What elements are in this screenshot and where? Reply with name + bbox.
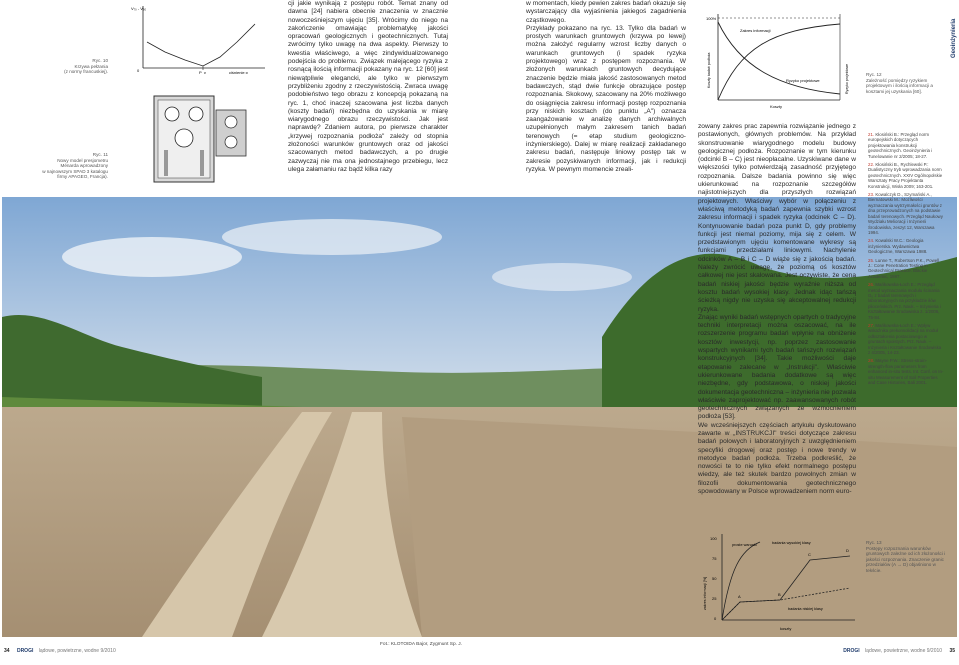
reference-item: 23. Kowalczyk D., Szymański A., Biernatowski M.: Możliwości wyznaczania wytrzymałości gruntów z dna przeprowadzonych na podstawie badań terenowych. Przegląd Naukowy Wydziału Melioracji i Inżynierii Środowiska, zeszyt 12, Warszawa 1994. bbox=[868, 192, 943, 235]
reference-item: 21. Kłosiński B.: Przegląd norm europejskich dotyczących projektowania konstrukcji geotechnicznych. Geoinżynieria i Tunelowanie nr 2/2005; 18-27. bbox=[868, 132, 933, 159]
fig11-pressuremeter-device bbox=[152, 92, 252, 187]
left-page-number: 34 bbox=[4, 648, 10, 654]
fig13-x-label: koszty bbox=[780, 626, 792, 631]
fig13-label-simple: proste warunki bbox=[732, 543, 757, 547]
reference-item: 22. Kłosiński B., Rychlewski P.: Dualistyczny tryb wprowadzania norm geotechnicznych. XXIV Ogólnopolskie Warsztaty Pracy Projektanta Konstrukcji, Wisła 2009; 163-201. bbox=[868, 162, 943, 189]
cloud-2 bbox=[222, 219, 442, 255]
section-side-label-text: Geoinżynieria bbox=[951, 18, 957, 58]
right-page-number: 35 bbox=[949, 648, 955, 654]
fig10-py-label: P_y bbox=[199, 70, 206, 74]
reference-item: 25. Lunne T., Robertson P.K., Powell J.: Cone Penetration Testing in Geotechnical Practice. Blackie Academic, 1997. bbox=[868, 257, 940, 279]
fig13-y-label: zakres informacji [%] bbox=[703, 576, 707, 610]
fig13-point-c: C bbox=[808, 552, 811, 557]
section-side-label bbox=[949, 0, 959, 60]
fig12-top-label: 100% bbox=[706, 16, 717, 21]
fig13-label-low: badania niskiej klasy bbox=[788, 607, 823, 611]
photo-credit: Fot.: KLOTOIDA Bajor, Zygmunt Sp. J. bbox=[380, 642, 463, 647]
cloud-1 bbox=[62, 237, 242, 277]
fig13-low-class-curve bbox=[722, 588, 850, 620]
fig12-x-label: Koszty bbox=[770, 104, 783, 109]
fig12-risk-curve bbox=[718, 22, 840, 94]
gauge-3 bbox=[175, 129, 193, 147]
left-magazine-title: DROGI bbox=[16, 648, 34, 654]
fig12-risk-info-chart bbox=[700, 8, 850, 118]
fig13-high-class-curve bbox=[722, 556, 850, 620]
fig12-y-label-right: Ryzyko projektowe bbox=[845, 63, 849, 94]
fig13-point-d: D bbox=[846, 548, 849, 553]
fig13-caption: Ryc. 13 Postępy rozpoznania warunków gruntowych zależne od ich złożoności i jakości rozpoznania. Znaczenie granic przedziałów (A → D) objaśniono w tekście. bbox=[866, 540, 946, 573]
cloud-3 bbox=[492, 263, 632, 291]
reference-item: 27. Mańkowska-Łoch E.: Wpływ wskaźnika prekonsolidacji na moduł odkształcenia postaciowego w gruntach spoistych. Prz. Nauk. – Inżynieria i Kształtowanie Środowiska z 4/2005, 14-23. bbox=[868, 323, 942, 356]
right-magazine-sub: lądowe, powietrzne, wodne 9/2010 bbox=[865, 648, 943, 654]
reference-item: 24. Kowalski W.C.: Geologia inżynierska. Wydawnictwa Geologiczne, Warszawa 1988. bbox=[868, 238, 928, 255]
fig12-y-label-left: Koszty badań podłoża bbox=[707, 52, 711, 88]
left-magazine-sub: lądowe, powietrzne, wodne 9/2010 bbox=[38, 648, 116, 654]
footer-right bbox=[843, 648, 955, 654]
fig13-point-a: A bbox=[738, 594, 741, 599]
fig11-caption: Ryc. 11 Nowy model presjometru Ménarda wprowadzony w najnowszym SPAD 3 katalogu firmy APAGEO, Francja). bbox=[42, 152, 108, 180]
footer-left bbox=[4, 648, 116, 654]
gauge-2 bbox=[189, 107, 203, 121]
fig13-tick-100: 100 bbox=[710, 536, 717, 541]
tube-2 bbox=[200, 150, 204, 176]
fig13-point-b: B bbox=[778, 592, 781, 597]
body-column-3: zowany zakres prac zapewnia rozwiązanie jednego z postawionych, głównych problemów. Na przykład skonstruowanie wiarygodnego modelu budowy geologicznej podłoża. Rozpoznanie w tym kierunku (odcinki B – C) jest nieopłacalne. Uzyskiwane dane w większości tylko potwierdzają zasadność przyjętego rozpoznania. Dalsze badania powinno się więc ukierunkować na rozpoznanie szczegółów najistotniejszych dla przyszłych rozwiązań projektowych. Właściwy wybór w połączeniu z właściwą metodyką badań zapewnia szybki wzrost zakresu informacji i spadek ryzyka (odcinek C – D). Kontynuowanie badań poza punkt D, gdy problemy funkcji jest niemal poziomy, mija się z celem. W przedstawionym ujęciu komentowane wykresy są funkcjami przedziałami liniowymi. Nachylenie odcinków A – B i C – D wiąże się z jakością badań. Należy zwrócić uwagę, że poziomą oś kosztów całkowej nie jest skalowana. Jest oczywiste, że cena badań niskiej jakości będzie wyraźnie niższa od kosztu badań wysokiej klasy. Jednak idąc tańszą ścieżką nigdy nie uzyska się akceptowalnej redukcji ryzyka. Znając wyniki badań wstępnych opartych o tradycyjne techniki interpretacji można oszacować, na ile rozszerzenie programu badań wpłynie na obniżenie kosztów inwestycji, np. poprzez zastosowanie wspartych wynikami tych badań tańszych rozwiązań konstrukcyjnych [34]. Takie możliwości daje etapowanie zalecane w „Instrukcji". Właściwie ukierunkowane badania dodatkowe są więc niezbędne, gdy podstawowa, o niskiej jakości dokumentacja geotechniczna – inżynieria nie pozwala właściwie zaprojektować np. zaawansowanych robót geotechnicznych związanych ze wzmocnieniem podłoża [53]. We wcześniejszych częściach artykułu dyskutowano zawarte w „INSTRUKCJI" treści dotyczące zakresu badań polowych i laboratoryjnych z uwzględnieniem specyfiki drogowej oraz postęp i nowe trendy w metodyce badań podłoża. Trzeba podkreślić, że nowości te to nie tylko efekt normalnego postępu wiedzy, ale też skutek bardzo powolnych zmian w filozofii dokumentowania geotechnicznego spowodowany w Polsce wprowadzeniem norm euro- bbox=[698, 123, 856, 496]
reference-item: 28. Mayne P.W.: Stress-strain-strength-flow parameters from enhanced in-situ tests. Int. Conf. on In-situ Measurement of Soil Properties and Case Histories, Bali 2001. bbox=[868, 358, 944, 386]
right-magazine-title: DROGI bbox=[843, 648, 860, 654]
fig10-y-label: V₇₀ - V₃₀ bbox=[131, 6, 147, 11]
gauge-1 bbox=[165, 107, 179, 121]
fig12-risk-label: Ryzyko projektowe bbox=[786, 78, 820, 83]
fig13-tick-50: 50 bbox=[712, 576, 717, 581]
tube-1 bbox=[164, 150, 168, 176]
reference-item: 26. Mańkowska-Łoch E.: Przegląd metod wyznaczania modułu ścinania G₀ z badań terenowych i laboratoryjnych na przykładzie iłów plioceńskich. Prz. Nauk. – Inżynieria i Kształtowanie Środowiska z. 1/2006, 75-84. bbox=[868, 282, 941, 320]
fig10-x-label: ciśnienie p bbox=[229, 70, 248, 74]
fig10-curve bbox=[147, 24, 255, 66]
body-column-2: w momentach, kiedy pewien zakres badań okazuje się wystarczający dla wyjaśnienia jakiegoś zagadnienia cząstkowego. Przykłady pokazano na ryc. 13. Tylko dla badań w prostych warunkach gruntowych (krzywa po lewej) można założyć regularny wzrost liczby danych o warunkach gruntowych (i spadek ryzyka projektowego) wraz z postępem rozpoznania. W złożonych warunkach gruntowych decydujące znaczenie będzie miała jakość zastosowanych metod badawczych, stąd dwie funkcje obrazujące postęp rozpoznania. Skokowy, szacowany na 20% możliwego do osiągnięcia zakresu informacji postęp rozpoznania przy niskich kosztach (do punktu „A") oznacza zaangażowanie w analizę danych archiwalnych uzupełnionych małym zakresem tanich badań terenowych (= etap studium geologiczno-inżynierskiego). Dalej w miarę realizacji zakładanego zakresu badań, następuje liniowy postęp tak w zakresie pozyskiwanych informacji, jak i redukcji ryzyka. W pewnym momencie zreali- bbox=[526, 0, 686, 173]
fig13-tick-75: 75 bbox=[712, 556, 717, 561]
fig12-caption: Ryc. 12 Zależność pomiędzy ryzykiem projektowym i ilością informacji a kosztami jej uzyskania [60]. bbox=[866, 72, 933, 94]
fig10-creep-chart bbox=[125, 2, 270, 74]
fig13-tick-0: 0 bbox=[714, 616, 717, 621]
fig12-info-label: Zakres informacji bbox=[740, 28, 771, 33]
fig10-caption: Ryc. 10 Krzywa pełzania (z normy francuskiej). bbox=[64, 58, 108, 75]
fig12-info-curve bbox=[718, 24, 840, 100]
fig10-origin: 0 bbox=[137, 68, 140, 73]
gauge-4 bbox=[225, 116, 237, 128]
fig13-investigation-chart bbox=[700, 530, 860, 635]
references-list bbox=[868, 132, 944, 532]
fig13-tick-25: 25 bbox=[712, 596, 717, 601]
fig13-label-high: badania wysokiej klasy bbox=[772, 541, 811, 545]
fig13-simple-curve bbox=[722, 542, 760, 620]
body-column-1: cji jakie wynikają z postępu robót. Temat znany od dawna [24] nabiera obecnie znaczenia w znacznie nowocześniejszym ujęciu [35]. Wrócimy do niego na zakończenie omawiając problematykę jakości opracowań geologicznych i geotechnicznych. Tutaj zwrócimy tylko uwagę na dwa aspekty. Pierwszy to kwestia właściwego, a więc zindywidualizowanego podejścia do problemu. Związek malejącego ryzyka z rosnącą ilością informacji pokazany na ryc. 12 [60] jest niewątpliwie elegancki, ale tylko w pierwszym przybliżeniu zgodny z rzeczywistością. Zwraca uwagę podobieństwo tego obrazu z koncepcją pokazaną na ryc. 1, choć inaczej szacowana jest liczba danych (koszty badań) niezbędna do uzyskania w miarę wiarygodnego obrazu rzeczywistości. Jak jest naprawdę? Zdaniem autora, po pierwsze charakter „krzywej rozpoznania podłoża" zależy od stopnia złożoności warunków gruntowych oraz od jakości szacowanych metod badawczych, a po drugie zazwyczaj nie ma ona jednostajnego przebiegu, lecz ulega załamaniu raz bądź kilka razy bbox=[288, 0, 448, 173]
gauge-5 bbox=[225, 136, 237, 148]
